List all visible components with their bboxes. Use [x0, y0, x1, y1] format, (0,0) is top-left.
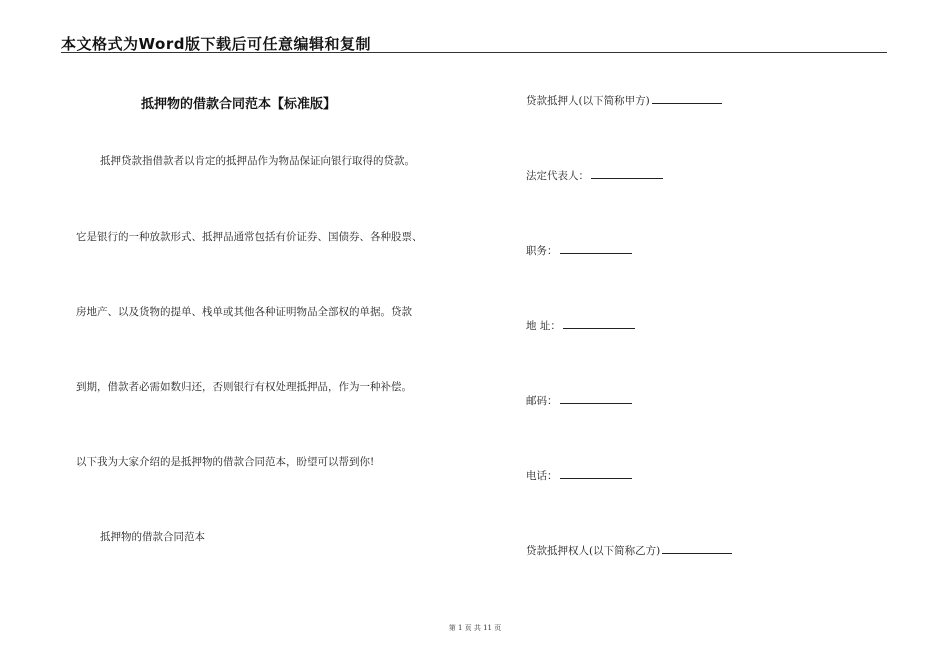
field-position [526, 243, 632, 258]
field-label: 电话： [526, 470, 558, 482]
header-divider [61, 52, 887, 53]
paragraph: 到期，借款者必需如数归还，否则银行有权处理抵押品，作为一种补偿。 [76, 381, 412, 393]
paragraph: 以下我为大家介绍的是抵押物的借款合同范本，盼望可以帮到你! [76, 456, 375, 468]
page-number: 第 1 页 共 11 页 [448, 624, 502, 632]
document-banner: 本文格式为Word版下载后可任意编辑和复制 [61, 35, 371, 53]
field-label: 法定代表人： [526, 170, 589, 182]
blank-line [662, 544, 732, 554]
field-address [526, 318, 635, 333]
field-label: 贷款抵押人(以下简称甲方) [526, 95, 650, 107]
document-title: 抵押物的借款合同范本【标准版】 [141, 97, 337, 112]
blank-line [563, 319, 635, 329]
field-postcode [526, 393, 632, 408]
paragraph: 房地产、以及货物的提单、栈单或其他各种证明物品全部权的单据。贷款 [76, 306, 412, 318]
field-label: 贷款抵押权人(以下简称乙方) [526, 545, 661, 557]
field-label: 地 址： [526, 320, 561, 332]
blank-line [560, 394, 632, 404]
blank-line [652, 94, 722, 104]
field-mortgagee [526, 543, 732, 558]
field-phone [526, 468, 632, 483]
section-heading: 抵押物的借款合同范本 [100, 531, 205, 543]
field-legal-representative [526, 168, 663, 183]
field-mortgagor [526, 93, 722, 108]
paragraph: 抵押贷款指借款者以肯定的抵押品作为物品保证向银行取得的贷款。 [100, 155, 415, 167]
blank-line [560, 469, 632, 479]
blank-line [591, 169, 663, 179]
field-label: 邮码： [526, 395, 558, 407]
field-label: 职务： [526, 245, 558, 257]
paragraph: 它是银行的一种放款形式、抵押品通常包括有价证券、国债券、各种股票、 [76, 231, 423, 243]
blank-line [560, 244, 632, 254]
